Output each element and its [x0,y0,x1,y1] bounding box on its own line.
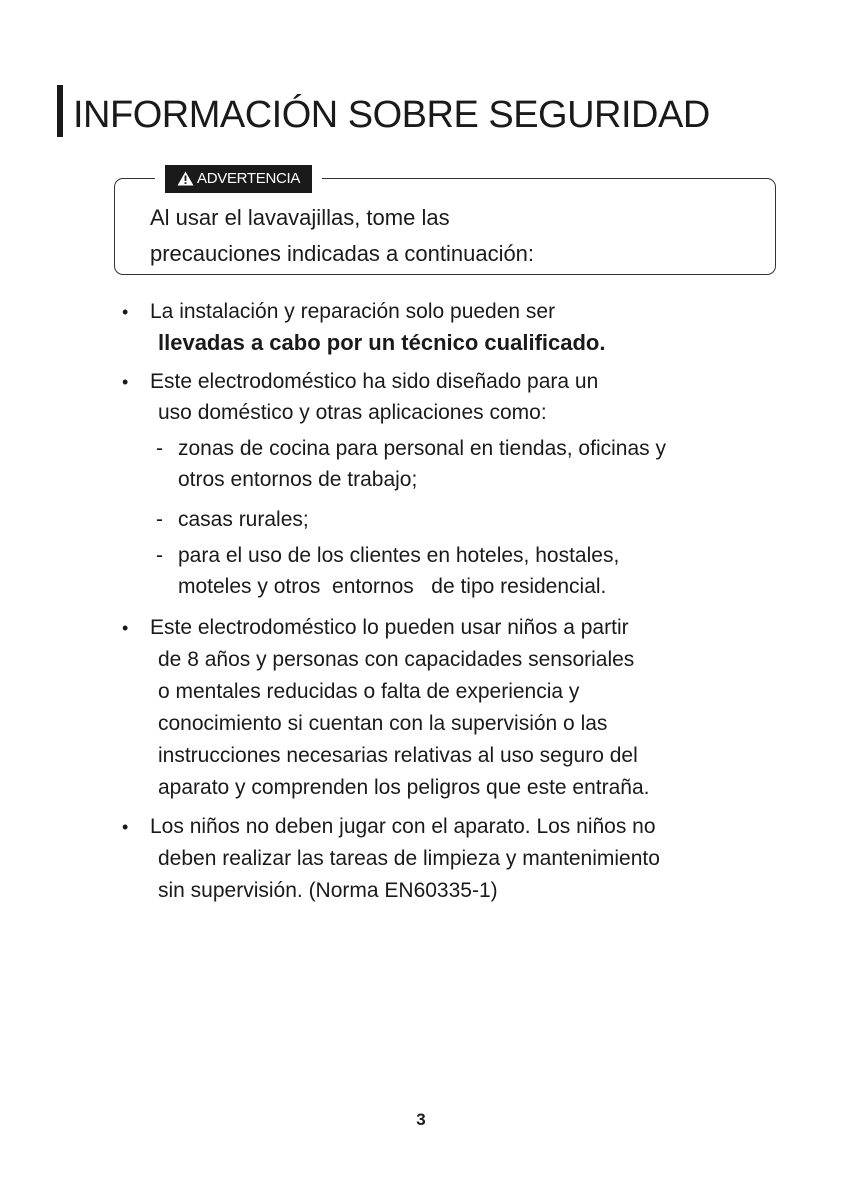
page-number: 3 [416,1110,426,1129]
sub-item-dash: - [156,437,163,460]
warning-tag [155,165,322,193]
warning-text [150,200,534,272]
bullet-text: o mentales reducidas o falta de experiencia y [158,680,580,703]
sub-item-text: para el uso de los clientes en hoteles, hostales, [178,544,620,567]
bullet-text: sin supervisión. (Norma EN60335-1) [158,879,498,902]
bullet-marker: • [122,817,129,837]
sub-item-text: zonas de cocina para personal en tiendas, oficinas y [178,437,666,460]
bullet-text: Este electrodoméstico lo pueden usar niños a partir [150,616,629,639]
sub-item-text: casas rurales; [178,508,309,531]
page-title: INFORMACIÓN SOBRE SEGURIDAD [73,94,710,136]
bullet-marker: • [122,372,129,392]
bullet-text: uso doméstico y otras aplicaciones como: [158,401,547,424]
bullet-text: Los niños no deben jugar con el aparato. Los niños no [150,815,656,838]
bullet-text: aparato y comprenden los peligros que este entraña. [158,776,650,799]
warning-triangle-icon [177,171,194,186]
bullet-marker: • [122,302,129,322]
bullet-text: La instalación y reparación solo pueden ser [150,300,556,323]
sub-item-dash: - [156,544,163,567]
warning-line: precauciones indicadas a continuación: [150,241,535,266]
warning-line: Al usar el lavavajillas, tome las [150,205,450,230]
bullet-text: instrucciones necesarias relativas al uso seguro del [158,744,638,767]
warning-tag-label: ADVERTENCIA [197,170,301,187]
sub-item-text: otros entornos de trabajo; [178,468,418,491]
bullet-text: Este electrodoméstico ha sido diseñado para un [150,370,599,393]
sub-item-dash: - [156,508,163,531]
bullet-text-bold: llevadas a cabo por un técnico cualificado. [158,330,606,355]
title-accent-bar [57,85,63,137]
bullet-text: conocimiento si cuentan con la supervisión o las [158,712,608,735]
bullet-text: deben realizar las tareas de limpieza y mantenimiento [158,847,660,870]
bullet-marker: • [122,618,129,638]
sub-item-text: moteles y otros entornos de tipo residencial. [178,575,607,598]
bullet-text: de 8 años y personas con capacidades sensoriales [158,648,635,671]
